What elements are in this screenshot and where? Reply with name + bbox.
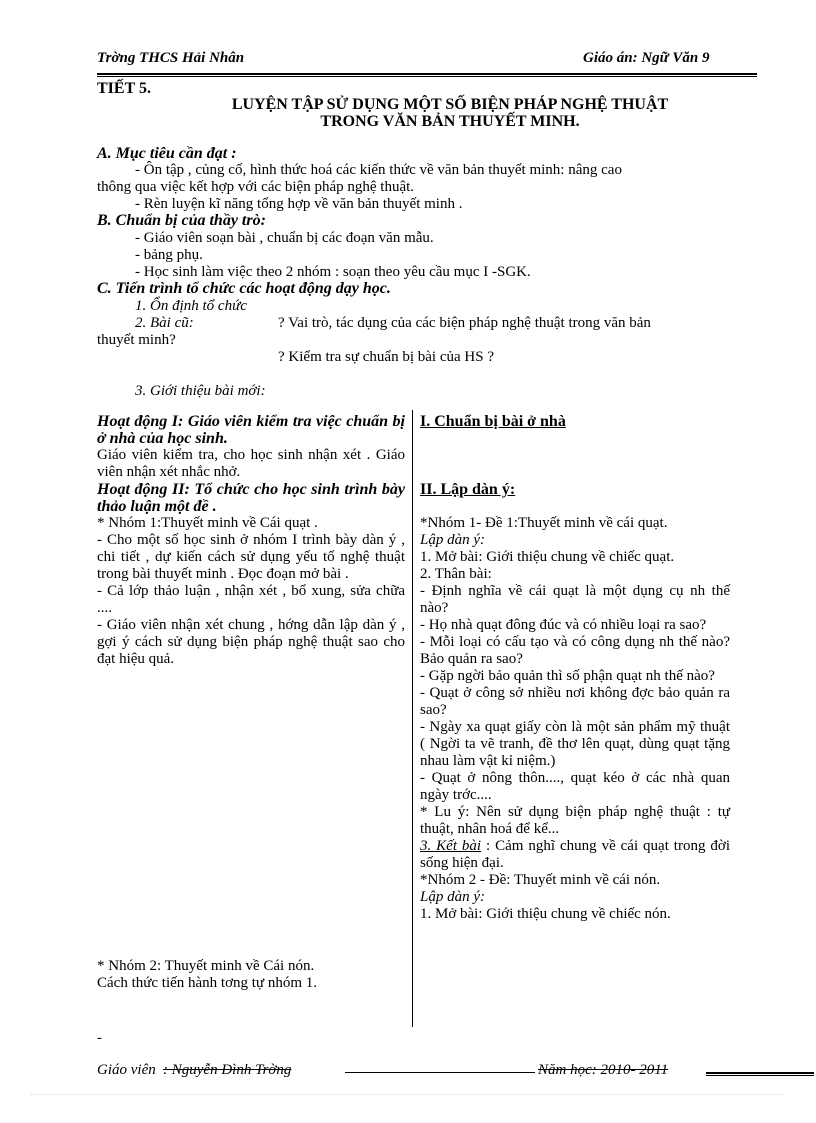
section-c-step3: 3. Giới thiệu bài mới: bbox=[135, 383, 266, 399]
activity-1-title: Hoạt động I: Giáo viên kiểm tra việc chuẩn bị ở nhà của học sinh. bbox=[97, 413, 405, 447]
lesson-title-line2: TRONG VĂN BẢN THUYẾT MINH. bbox=[320, 113, 580, 130]
right-column bbox=[420, 413, 730, 923]
section-a-heading: A. Mục tiêu cần đạt : bbox=[97, 145, 237, 162]
footer-school-year: Năm học: 2010- 2011 bbox=[538, 1062, 669, 1078]
subject-label: Giáo án: Ngữ Văn 9 bbox=[583, 50, 710, 66]
group-2-heading: *Nhóm 2 - Đề: Thuyết minh về cái nón. bbox=[420, 872, 661, 888]
group-1-step-2: - Cả lớp thảo luận , nhận xét , bổ xung, sửa chữa .... bbox=[97, 583, 405, 616]
outline-open: 1. Mở bài: Giới thiệu chung về chiếc quạt. bbox=[420, 549, 675, 565]
section-c-step2-label: 2. Bài cũ: bbox=[135, 315, 194, 331]
outline-open-2: 1. Mở bài: Giới thiệu chung về chiếc nón. bbox=[420, 906, 671, 922]
outline-body-item-2: - Họ nhà quạt đông đúc và có nhiều loại ra sao? bbox=[420, 617, 707, 633]
stray-dash: - bbox=[97, 1030, 102, 1046]
group-1-heading: *Nhóm 1- Đề 1:Thuyết minh về cái quạt. bbox=[420, 515, 668, 531]
outline-body-item-7: - Quạt ở nông thôn...., quạt kéo ở các nhà quan ngày trớc.... bbox=[420, 770, 730, 803]
footer-rule-right-thin bbox=[706, 1075, 814, 1076]
group-1-label: * Nhóm 1:Thuyết minh về Cái quạt . bbox=[97, 515, 318, 531]
part-1-heading: I. Chuẩn bị bài ở nhà bbox=[420, 413, 566, 430]
header-rule-thin bbox=[97, 76, 757, 77]
group-2-label: * Nhóm 2: Thuyết minh về Cái nón. bbox=[97, 958, 315, 974]
header-rule bbox=[97, 73, 757, 75]
section-c-heading: C. Tiến trình tổ chức các hoạt động dạy học. bbox=[97, 280, 391, 297]
section-c-step2-q2: ? Kiểm tra sự chuẩn bị bài của HS ? bbox=[278, 349, 494, 365]
outline-body-item-3: - Mỗi loại có cấu tạo và có công dụng nh thế nào? Bảo quản ra sao? bbox=[420, 634, 730, 667]
outline-close-text: : Cảm nghĩ chung về cái quạt trong đời sống hiện đại. bbox=[420, 838, 730, 871]
section-a-line3: - Rèn luyện kĩ năng tổng hợp về văn bản thuyết minh . bbox=[135, 196, 463, 212]
footer-rule-right bbox=[706, 1072, 814, 1074]
outline-note: * Lu ý: Nên sử dụng biện pháp nghệ thuật : tự thuật, nhân hoá để kể... bbox=[420, 804, 730, 837]
footer-teacher-name: : Nguyễn Đình Trờng bbox=[163, 1062, 292, 1078]
section-c-step2-q1-cont: thuyết minh? bbox=[97, 332, 176, 348]
outline-body-item-4: - Gặp ngời bảo quản thì số phận quạt nh thế nào? bbox=[420, 668, 715, 684]
outline-body-item-5: - Quạt ở công sở nhiều nơi không đợc bảo quản ra sao? bbox=[420, 685, 730, 718]
section-b-line1: - Giáo viên soạn bài , chuẩn bị các đoạn văn mẫu. bbox=[135, 230, 434, 246]
column-divider bbox=[412, 410, 413, 1027]
outline-body-label: 2. Thân bài: bbox=[420, 566, 492, 582]
outline-label: Lập dàn ý: bbox=[420, 532, 485, 548]
part-2-heading: II. Lập dàn ý: bbox=[420, 481, 516, 498]
section-c-step2-q1: ? Vai trò, tác dụng của các biện pháp nghệ thuật trong văn bản bbox=[278, 315, 651, 331]
outline-close-label: 3. Kết bài bbox=[420, 838, 482, 854]
group-1-step-1: - Cho một số học sinh ở nhóm I trình bày dàn ý , chi tiết , dự kiến cách sử dụng yếu tố nghệ thuật trong bài thuyết minh . Đọc đoạn mở bài . bbox=[97, 532, 405, 582]
footer-rule-middle bbox=[345, 1072, 535, 1073]
outline-label-2: Lập dàn ý: bbox=[420, 889, 485, 905]
left-column bbox=[97, 413, 405, 668]
section-a-line1: - Ôn tập , củng cố, hình thức hoá các kiến thức về văn bản thuyết minh: nâng cao bbox=[135, 162, 622, 178]
section-c-step1: 1. Ổn định tổ chức bbox=[135, 298, 247, 314]
period-label: TIẾT 5. bbox=[97, 80, 151, 97]
section-b-line2: - bảng phụ. bbox=[135, 247, 203, 263]
activity-2-title: Hoạt động II: Tổ chức cho học sinh trình bày thảo luận một đề . bbox=[97, 481, 405, 515]
activity-1-body: Giáo viên kiểm tra, cho học sinh nhận xét . Giáo viên nhận xét nhắc nhở. bbox=[97, 447, 405, 480]
group-1-step-3: - Giáo viên nhận xét chung , hớng dẫn lập dàn ý , gợi ý cách sử dụng biện pháp nghệ thuật sao cho đạt hiệu quả. bbox=[97, 617, 405, 667]
group-2-body: Cách thức tiến hành tơng tự nhóm 1. bbox=[97, 975, 317, 991]
outline-body-item-1: - Định nghĩa về cái quạt là một dụng cụ nh thế nào? bbox=[420, 583, 730, 616]
page-bottom-edge bbox=[30, 1094, 786, 1095]
lesson-title-line1: LUYỆN TẬP SỬ DỤNG MỘT SỐ BIỆN PHÁP NGHỆ THUẬT bbox=[231, 96, 669, 113]
outline-body-item-6: - Ngày xa quạt giấy còn là một sản phẩm mỹ thuật ( Ngời ta vẽ tranh, đề thơ lên quạt, dùng quạt tặng nhau làm vật kỉ niệm.) bbox=[420, 719, 730, 769]
section-b-line3: - Học sinh làm việc theo 2 nhóm : soạn theo yêu cầu mục I -SGK. bbox=[135, 264, 531, 280]
school-name: Trờng THCS Hải Nhân bbox=[97, 50, 245, 66]
outline-close bbox=[420, 838, 730, 872]
footer-teacher-label: Giáo viên bbox=[97, 1062, 156, 1078]
left-column-group-2 bbox=[97, 958, 405, 992]
section-a-line2: thông qua việc kết hợp với các biện pháp nghệ thuật. bbox=[97, 179, 415, 195]
section-b-heading: B. Chuẩn bị của thầy trò: bbox=[97, 212, 266, 229]
